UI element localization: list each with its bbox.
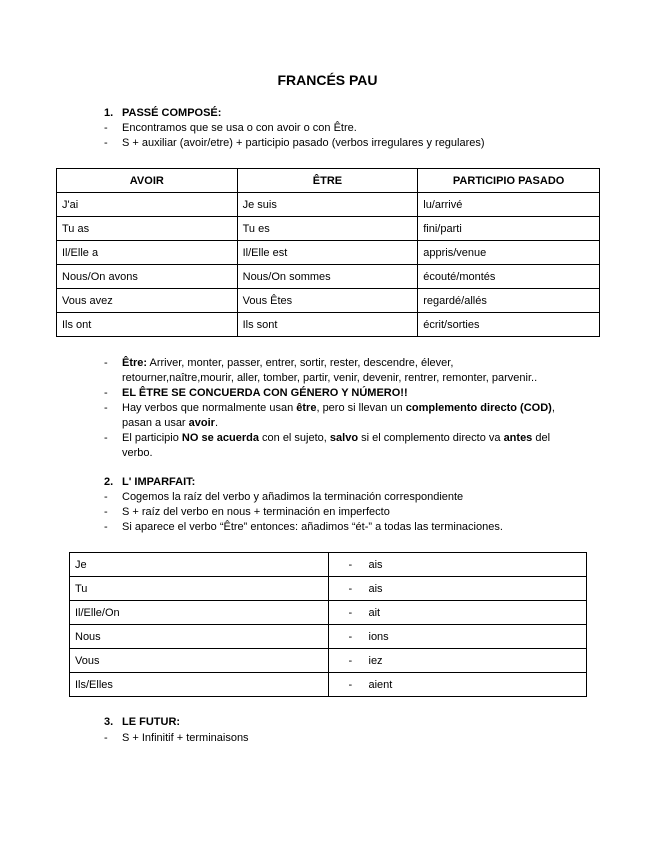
section-title: PASSÉ COMPOSÉ: xyxy=(122,107,222,119)
section-title: LE FUTUR: xyxy=(122,716,181,728)
passe-compose-table xyxy=(56,168,600,337)
list-item: - El participio NO se acuerda con el sujeto, salvo si el complemento directo va antes del verbo. xyxy=(104,432,551,459)
list-item: - Encontramos que se usa o con avoir o con Être. xyxy=(104,122,357,134)
section-heading-passe-compose xyxy=(104,107,221,119)
column-header: PARTICIPIO PASADO xyxy=(418,169,600,193)
imparfait-table xyxy=(69,552,587,697)
passe-compose-bullets xyxy=(104,121,574,151)
list-item: - S + Infinitif + terminaisons xyxy=(104,732,249,744)
list-item: - Être: Arriver, monter, passer, entrer, sortir, rester, descendre, élever, retourner,naître,mourir, aller, tomber, partir, venir, devenir, rentrer, remonter, parvenir.. xyxy=(104,357,538,384)
list-item: - S + raíz del verbo en nous + terminación en imperfecto xyxy=(104,506,390,518)
table-row: Tu as Tu es fini/parti xyxy=(57,217,600,241)
table-row: J'ai Je suis lu/arrivé xyxy=(57,193,600,217)
list-item: - EL ÊTRE SE CONCUERDA CON GÉNERO Y NÚMERO!! xyxy=(104,387,408,399)
section-heading-imparfait xyxy=(104,476,195,488)
list-item: - Si aparece el verbo “Être” entonces: añadimos “ét-” a todas las terminaciones. xyxy=(104,521,503,533)
table-row: Je - ais xyxy=(70,553,587,577)
imparfait-bullets xyxy=(104,490,574,535)
table-row: Ils ont Ils sont écrit/sorties xyxy=(57,313,600,337)
page-title: FRANCÉS PAU xyxy=(277,72,378,88)
table-row: Vous avez Vous Êtes regardé/allés xyxy=(57,289,600,313)
table-row: Il/Elle a Il/Elle est appris/venue xyxy=(57,241,600,265)
section-number: 2. xyxy=(104,476,114,488)
section-title: L' IMPARFAIT: xyxy=(122,476,196,488)
table-row: Nous/On avons Nous/On sommes écouté/montés xyxy=(57,265,600,289)
section-heading-futur xyxy=(104,716,180,728)
table-header-row xyxy=(57,169,600,193)
table-row: Il/Elle/On - ait xyxy=(70,601,587,625)
section-number: 1. xyxy=(104,107,114,119)
futur-bullets xyxy=(104,731,574,746)
table-row: Nous - ions xyxy=(70,625,587,649)
table-row: Vous - iez xyxy=(70,649,587,673)
list-item: - Hay verbos que normalmente usan être, pero si llevan un complemento directo (COD), pasan a usar avoir. xyxy=(104,402,555,429)
section-number: 3. xyxy=(104,716,114,728)
column-header: ÊTRE xyxy=(237,169,418,193)
passe-compose-notes xyxy=(104,356,574,461)
column-header: AVOIR xyxy=(57,169,238,193)
table-row: Ils/Elles - aient xyxy=(70,673,587,697)
list-item: - Cogemos la raíz del verbo y añadimos la terminación correspondiente xyxy=(104,491,464,503)
table-row: Tu - ais xyxy=(70,577,587,601)
list-item: - S + auxiliar (avoir/etre) + participio pasado (verbos irregulares y regulares) xyxy=(104,137,485,149)
